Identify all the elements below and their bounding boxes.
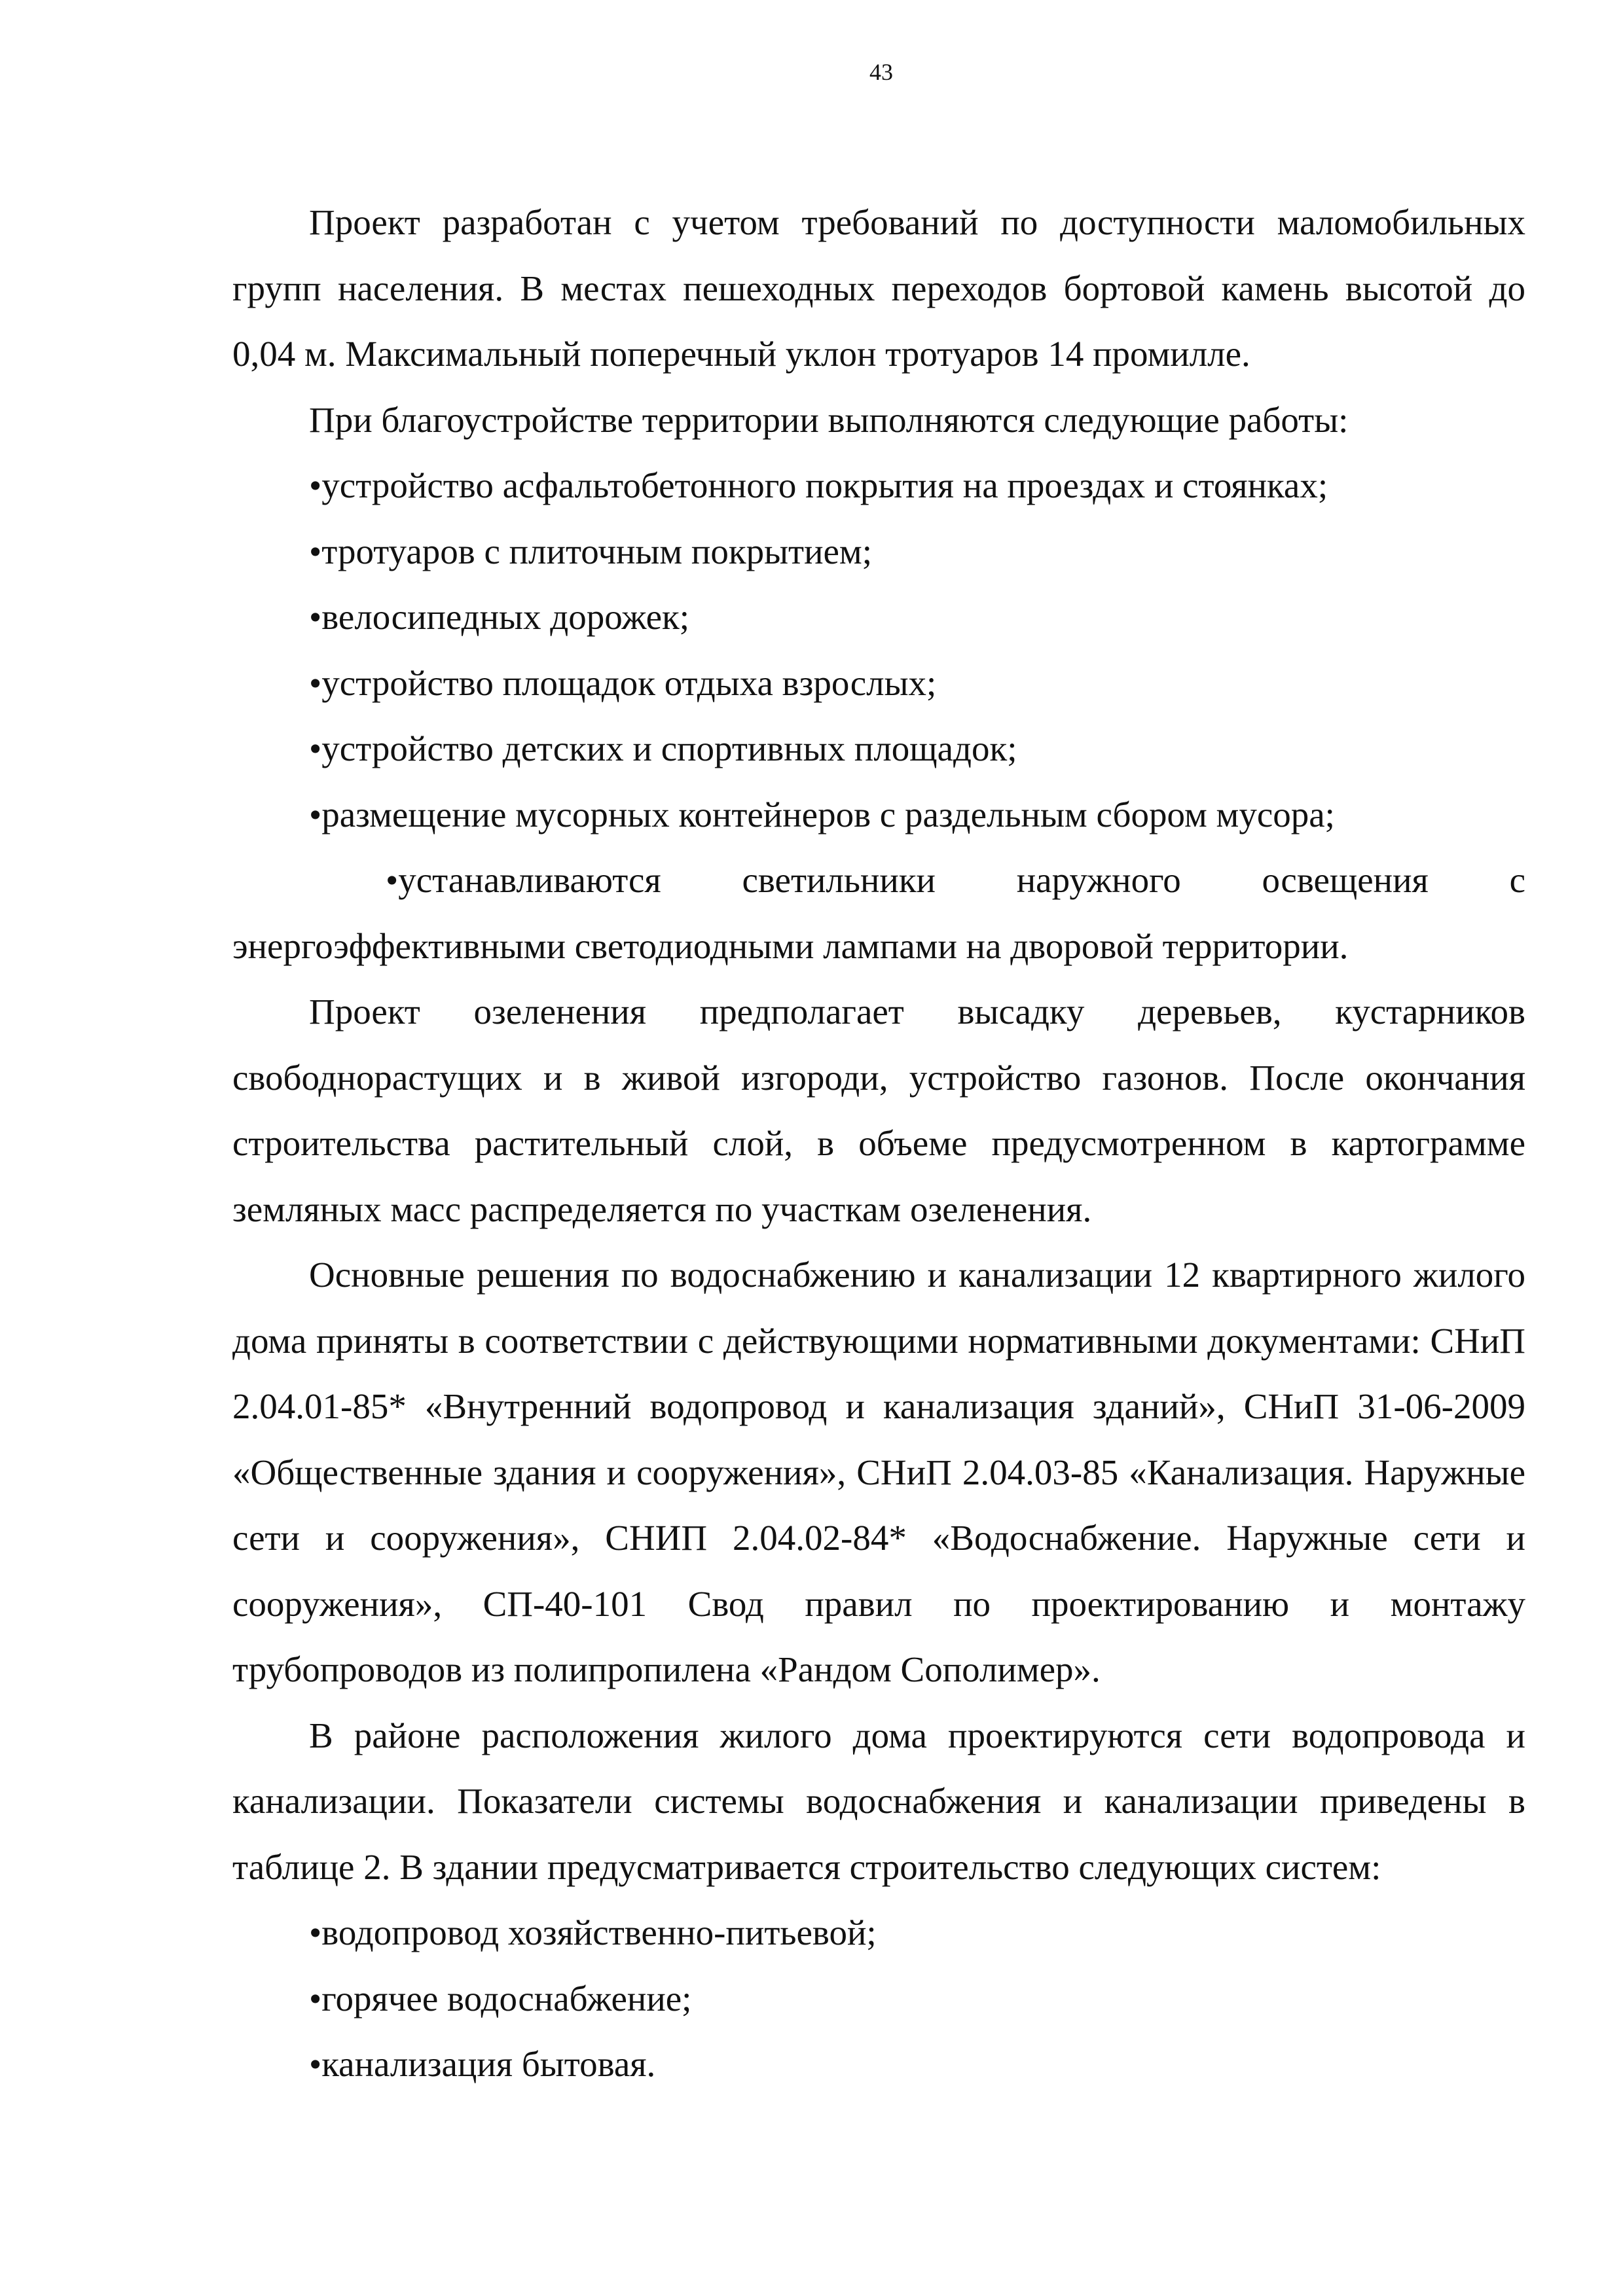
- water-supply-paragraph: Основные решения по водоснабжению и канализации 12 квартирного жилого дома приняты в соответствии с действующими нормативными документами: СНиП 2.04.01-85* «Внутренний водопровод и канализация зданий», СНиП 31-06-2009 «Общественные здания и сооружения», СНиП 2.04.03-85 «Канализация. Наружные сети и сооружения», СНИП 2.04.02-84* «Водоснабжение. Наружные сети и сооружения», СП-40-101 Свод правил по проектированию и монтажу трубопроводов из полипропилена «Рандом Сополимер».: [232, 1255, 1525, 1689]
- bullet-icon: •: [309, 597, 322, 637]
- lighting-line-1: •устанавливаются светильники наружного освещения с: [232, 848, 1525, 914]
- networks-paragraph: В районе расположения жилого дома проектируются сети водопровода и канализации. Показатели системы водоснабжения и канализации приведены в таблице 2. В здании предусматривается строительство следующих систем:: [232, 1715, 1525, 1887]
- lighting-line-2: энергоэффективными светодиодными лампами на дворовой территории.: [232, 925, 1349, 966]
- list-item: •тротуаров с плиточным покрытием;: [232, 519, 1525, 585]
- bullet-icon: •: [309, 1912, 322, 1952]
- bullet-icon: •: [309, 531, 322, 571]
- list-item: •размещение мусорных контейнеров с раздельным сбором мусора;: [232, 782, 1525, 848]
- bullet-icon: •: [309, 465, 322, 505]
- bullet-icon: •: [309, 662, 322, 703]
- document-body: [232, 190, 1525, 2098]
- list-item: •устройство асфальтобетонного покрытия на проездах и стоянках;: [232, 453, 1525, 519]
- list-item: •устройство детских и спортивных площадок;: [232, 716, 1525, 782]
- bullet-icon: •: [309, 728, 322, 768]
- list-item: •устройство площадок отдыха взрослых;: [232, 651, 1525, 717]
- bullet-icon: •: [309, 1978, 322, 2018]
- bullet-icon: •: [309, 2044, 322, 2084]
- landscaping-intro-paragraph: При благоустройстве территории выполняются следующие работы:: [309, 399, 1349, 440]
- list-item: •велосипедных дорожек;: [232, 584, 1525, 651]
- bullet-icon: •: [309, 794, 322, 834]
- bullet-icon: •: [386, 860, 399, 900]
- accessibility-paragraph: Проект разработан с учетом требований по доступности маломобильных групп населения. В местах пешеходных переходов бортовой камень высотой до 0,04 м. Максимальный поперечный уклон тротуаров 14 промилле.: [232, 202, 1525, 374]
- list-item: •горячее водоснабжение;: [232, 1966, 1525, 2032]
- list-item: •канализация бытовая.: [232, 2032, 1525, 2098]
- greenery-paragraph: Проект озеленения предполагает высадку деревьев, кустарников свободнорастущих и в живой изгороди, устройство газонов. После окончания строительства растительный слой, в объеме предусмотренном в картограмме земляных масс распределяется по участкам озеленения.: [232, 992, 1525, 1229]
- list-item-lighting: [232, 848, 1525, 979]
- list-item: •водопровод хозяйственно-питьевой;: [232, 1900, 1525, 1966]
- page-number: 43: [869, 59, 893, 85]
